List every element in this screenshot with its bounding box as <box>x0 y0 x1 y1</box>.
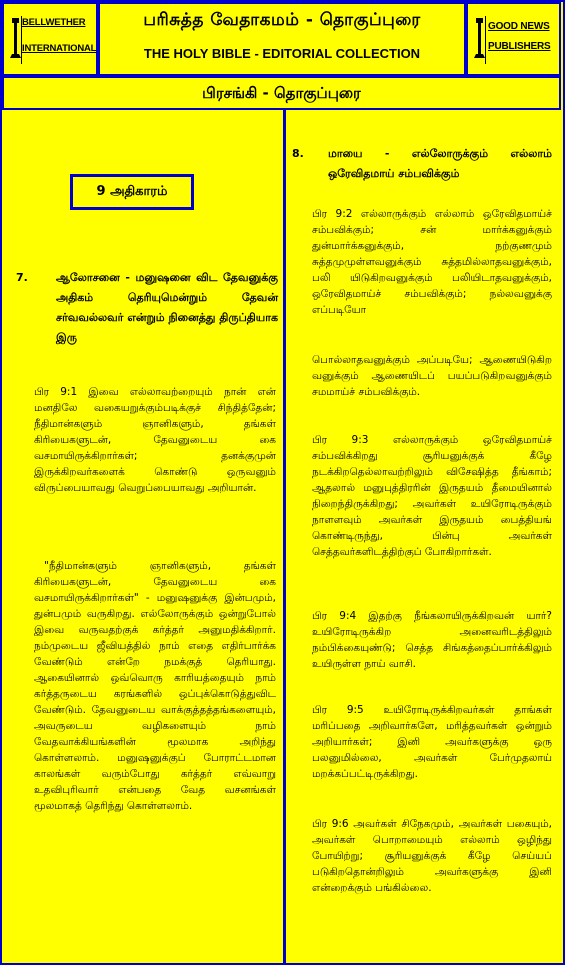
logo-right-line2: PUBLISHERS <box>488 41 551 52</box>
column-divider <box>283 110 286 963</box>
good-news-logo <box>466 2 561 76</box>
right-verse-2: பிர 9:2 எல்லாருக்கும் எல்லாம் ஒரேவிதமாய்ச் சம்பவிக்கும்; சன் மார்க்கனுக்கும் துன்மார்க்கனுக்கும், நற்குணமும் சுத்தமுமுள்ளவனுக்கும் சுத்தமில்லாதவனுக்கும், பலி யிடுகிறவனுக்கும் பலியிடாதவனுக்கும், ஒரேவிதமாய்ச் சம்பவிக்கும்; நல்லவனுக்கு எப்படியோ <box>312 208 552 316</box>
right-verse-4: பிர 9:4 இதற்கு நீங்கலாயிருக்கிறவன் யார்? உயிரோடிருக்கிற அனைவரிடத்திலும் நம்பிக்கையுண்டு; செத்த சிங்கத்தைப்பார்க்கிலும் உயிருள்ள நாய் வாசி. <box>312 610 552 670</box>
title-box <box>98 2 466 76</box>
right-heading-number: 8. <box>292 147 304 160</box>
left-heading <box>16 268 278 348</box>
chapter-label: 9 அதிகாரம் <box>70 174 194 210</box>
left-commentary: "நீதிமான்களும் ஞானிகளும், தங்கள் கிரியைகளுடன், தேவனுடைய கை வசமாயிருக்கிறார்கள்" - மனுஷனுக்கு இன்பமும், துன்பமும் வருகிறது. எல்லோருக்கும் ஒன்றுபோல் இவை வருவதற்குக் கர்த்தர் அனுமதிக்கிறார். நம்முடைய ஜீவியத்தில் நாம் எதை எதிர்பார்க்க வேண்டும் என்றே நமக்குத் தெரியாது. ஆகையினால் ஒவ்வொரு காரியத்தையும் நாம் கர்த்தருடைய கரங்களில் ஒப்புக்கொடுத்துவிட வேண்டும். தேவனுடைய வாக்குத்தத்தங்களையும், அவருடைய வழிகளையும் நாம் வேதவாக்கியங்களின் மூலமாக அறிந்து கொள்ளலாம். மனுஷனுக்குப் போராட்டமான காலங்கள் வரும்போது கர்த்தர் எவ்வாறு உதவிபுரிவார் என்பதை வேத வசனங்கள் மூலமாகத் தெரிந்து கொள்ளலாம். <box>34 560 276 812</box>
right-heading <box>292 144 552 184</box>
right-heading-text: மாயை - எல்லோருக்கும் எல்லாம் ஒரேவிதமாய் சம்பவிக்கும் <box>328 147 552 180</box>
logo-right-line1: GOOD NEWS <box>488 21 550 32</box>
left-heading-number: 7. <box>16 271 28 284</box>
logo-left-line2: INTERNATIONAL <box>22 43 97 54</box>
right-verse-6: பிர 9:6 அவர்கள் சிநேகமும், அவர்கள் பகையும், அவர்கள் பொறாமையும் எல்லாம் ஒழிந்து போயிற்று; சூரியனுக்குக் கீழே செய்யப் படுகிறதொன்றிலும் அவர்களுக்கு இனி என்றைக்கும் பங்கில்லை. <box>312 818 552 894</box>
left-heading-text: ஆலோசனை - மனுஷனை விட தேவனுக்கு அதிகம் தெரியுமென்றும் தேவன் சர்வவல்லவர் என்றும் நினைத்து திருப்தியாக இரு <box>56 271 278 344</box>
left-verse-1: பிர 9:1 இவை எல்லாவற்றையும் நான் என் மனதிலே வகையறுக்கும்படிக்குச் சிந்தித்தேன்; நீதிமான்களும் ஞானிகளும், தங்கள் கிரியைகளுடன், தேவனுடைய கை வசமாயிருக்கிறார்கள்; தனக்குமுன் இருக்கிறவர்களைக் கொண்டு ஒருவனும் விருப்பையாவது வெறுப்பையாவது அறியான். <box>34 386 276 494</box>
right-verse-5: பிர 9:5 உயிரோடிருக்கிறவர்கள் தாங்கள் மரிப்பதை அறிவார்களே, மரித்தவர்கள் ஒன்றும் அறியார்கள்; இனி அவர்களுக்கு ஒரு பலனுமில்லை, அவர்கள் பேர்முதலாய் மறக்கப்பட்டிருக்கிறது. <box>312 704 552 780</box>
title-english: THE HOLY BIBLE - EDITORIAL COLLECTION <box>143 46 421 61</box>
right-verse-3: பிர 9:3 எல்லாருக்கும் ஒரேவிதமாய்ச் சம்பவிக்கிறது சூரியனுக்குக் கீழே நடக்கிறதெல்லாவற்றிலும் விசேஷித்த தீங்காம்; ஆதலால் மனுபுத்திரரின் இருதயம் தீமையினால் நிறைந்திருக்கிறது; அவர்கள் உயிரோடிருக்கும் நாளளவும் அவர்கள் இருதயம் பைத்தியங் கொண்டிருந்து, பின்பு அவர்கள் செத்தவர்களிடத்திற்குப் போகிறார்கள். <box>312 434 552 558</box>
title-tamil: பரிசுத்த வேதாகமம் - தொகுப்புரை <box>143 10 421 30</box>
logo-left-line1: BELLWETHER <box>22 17 86 28</box>
subtitle-box <box>2 76 561 110</box>
bellwether-logo <box>2 2 98 76</box>
subtitle: பிரசங்கி - தொகுப்புரை <box>202 84 361 102</box>
right-verse-2-cont: பொல்லாதவனுக்கும் அப்படியே; ஆணையிடுகிற வனுக்கும் ஆணையிடப் பயப்படுகிறவனுக்கும் சமமாய்ச் சம்பவிக்கும். <box>312 354 552 398</box>
